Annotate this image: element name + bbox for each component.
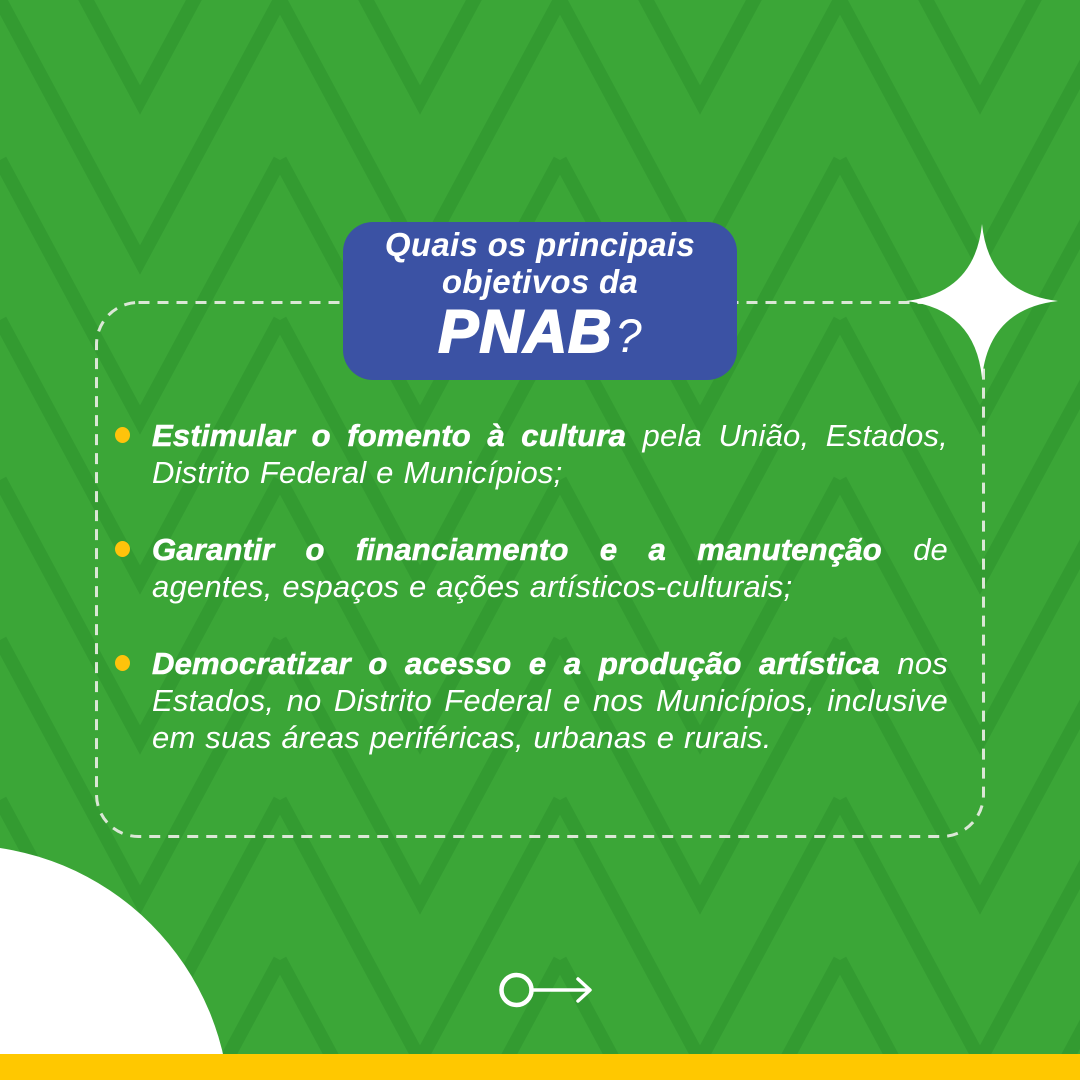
- bullet-dot-icon: [115, 541, 130, 557]
- objective-rest: pela União, Estados, Distrito Federal e Municípios;: [152, 418, 948, 490]
- title-line-2: objetivos da: [441, 262, 639, 300]
- objective-lead: Estimular o fomento à cultura: [152, 418, 627, 453]
- title-card: [343, 222, 737, 380]
- circle-arrow-right-icon: [499, 970, 593, 1010]
- bullet-dot-icon: [115, 655, 130, 671]
- objective-text: [152, 417, 948, 491]
- list-item: [115, 531, 948, 605]
- title-acronym-row: [438, 297, 642, 379]
- objective-lead: Democratizar o acesso e a produção artística: [152, 646, 880, 681]
- objective-text: [152, 531, 948, 605]
- objective-rest: nos Estados, no Distrito Federal e nos Municípios, inclusive em suas áreas periféricas, urbanas e rurais.: [152, 646, 948, 755]
- title-line-1: Quais os principais: [384, 225, 696, 263]
- sparkle-icon: [906, 224, 1058, 378]
- list-item: [115, 417, 948, 491]
- objective-text: [152, 645, 948, 756]
- bullet-dot-icon: [115, 427, 130, 443]
- title-acronym: PNAB: [438, 297, 613, 365]
- title-question-mark: ?: [615, 308, 642, 362]
- footer-bar: [0, 1054, 1080, 1080]
- objective-rest: de agentes, espaços e ações artísticos-culturais;: [152, 532, 948, 604]
- objectives-list: [115, 417, 948, 796]
- objective-lead: Garantir o financiamento e a manutenção: [152, 532, 882, 567]
- list-item: [115, 645, 948, 756]
